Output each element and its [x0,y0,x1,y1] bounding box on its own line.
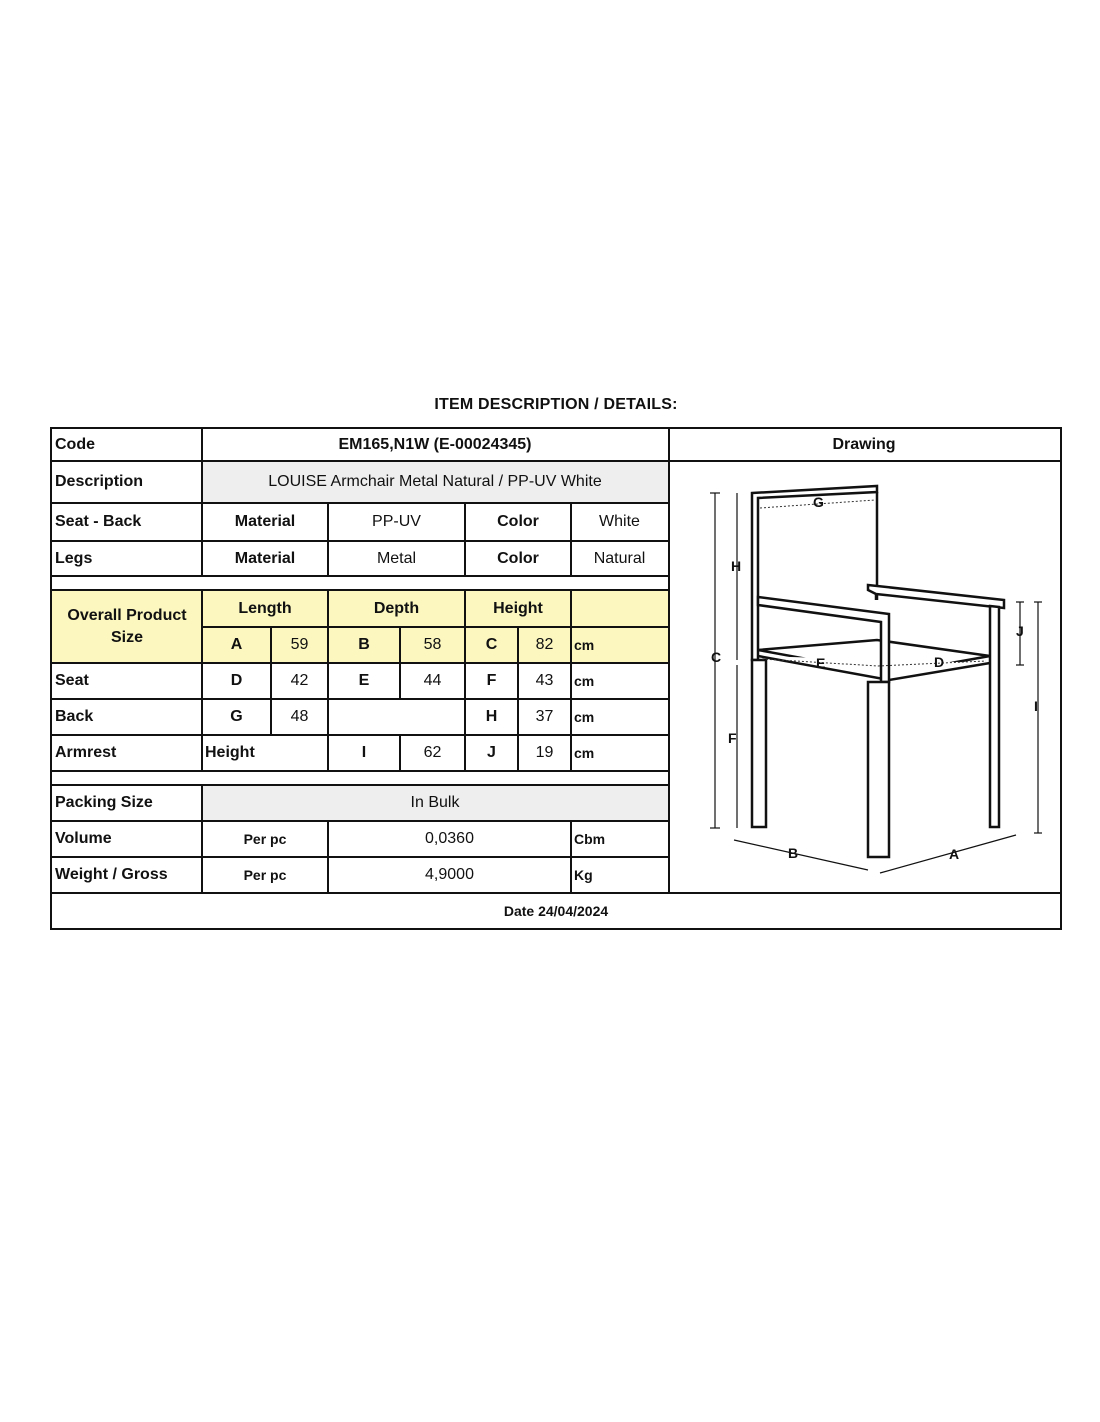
back-unit: cm [574,709,595,725]
legs-color-label: Color [497,549,539,567]
code-label: Code [55,436,95,453]
armrest-i-letter: I [361,744,367,761]
seat-e-letter: E [358,672,370,689]
drawing-label: Drawing [832,436,896,453]
seat-f-value: 43 [535,672,554,689]
code-value: EM165,N1W (E-00024345) [338,436,532,453]
volume-value: 0,0360 [425,830,474,847]
weight-label: Weight / Gross [55,866,168,883]
drawing-letter-g: G [813,494,824,510]
volume-label: Volume [55,830,112,847]
seat-unit: cm [574,673,595,689]
legs-material-label: Material [234,549,296,567]
overall-a-letter: A [202,627,271,663]
drawing-letter-f: F [728,730,737,746]
weight-value: 4,9000 [425,866,474,883]
seat-back-material: PP-UV [372,513,421,530]
drawing-letter-d: D [934,654,945,670]
overall-unit: cm [571,627,668,663]
seat-d-letter: D [230,672,243,689]
seat-back-material-label: Material [234,513,296,530]
overall-a-value: 59 [271,627,328,663]
depth-header: Depth [328,590,465,627]
weight-per: Per pc [243,867,287,883]
drawing-letter-j: J [1016,623,1024,639]
back-g-letter: G [230,708,243,725]
back-g-value: 48 [290,708,309,725]
overall-c-letter: C [465,627,518,663]
date-stamp: Date 24/04/2024 [503,902,609,919]
legs-color: Natural [593,549,646,567]
drawing-letter-c: C [711,649,722,665]
seat-back-color-label: Color [497,513,539,530]
volume-per: Per pc [243,831,287,847]
overall-size-label-text: Overall Product Size [67,606,187,646]
length-header: Length [202,590,328,627]
back-label: Back [55,708,94,725]
armrest-i-value: 62 [423,744,442,761]
height-header: Height [465,590,571,627]
overall-b-letter: B [328,627,400,663]
seat-f-letter: F [486,672,497,689]
drawing-letter-h: H [731,558,742,574]
drawing-letter-e: E [816,655,826,671]
drawing-letter-a: A [949,846,960,862]
armrest-j-value: 19 [535,744,554,761]
overall-c-value: 82 [518,627,571,663]
overall-b-value: 58 [400,627,465,663]
drawing-letter-b: B [788,845,799,861]
seat-label: Seat [55,672,89,689]
weight-unit: Kg [574,867,593,883]
seat-d-value: 42 [290,672,309,689]
drawing-letter-i: I [1034,698,1038,714]
armrest-height-label: Height [205,744,255,761]
description-label: Description [55,473,144,490]
seat-e-value: 44 [423,672,442,689]
armrest-j-letter: J [487,744,496,761]
back-h-letter: H [485,708,498,725]
seat-back-color: White [599,513,640,530]
back-h-value: 37 [535,708,554,725]
volume-unit: Cbm [574,831,606,847]
legs-material: Metal [376,549,417,567]
packing-label: Packing Size [55,794,153,811]
armchair-drawing [668,460,1061,892]
legs-label: Legs [55,549,93,567]
armrest-unit: cm [574,745,595,761]
packing-value: In Bulk [202,785,668,821]
armrest-label: Armrest [55,744,117,761]
description-value: LOUISE Armchair Metal Natural / PP-UV White [202,461,668,503]
page-title: ITEM DESCRIPTION / DETAILS: [434,396,678,413]
seat-back-label: Seat - Back [55,513,142,530]
